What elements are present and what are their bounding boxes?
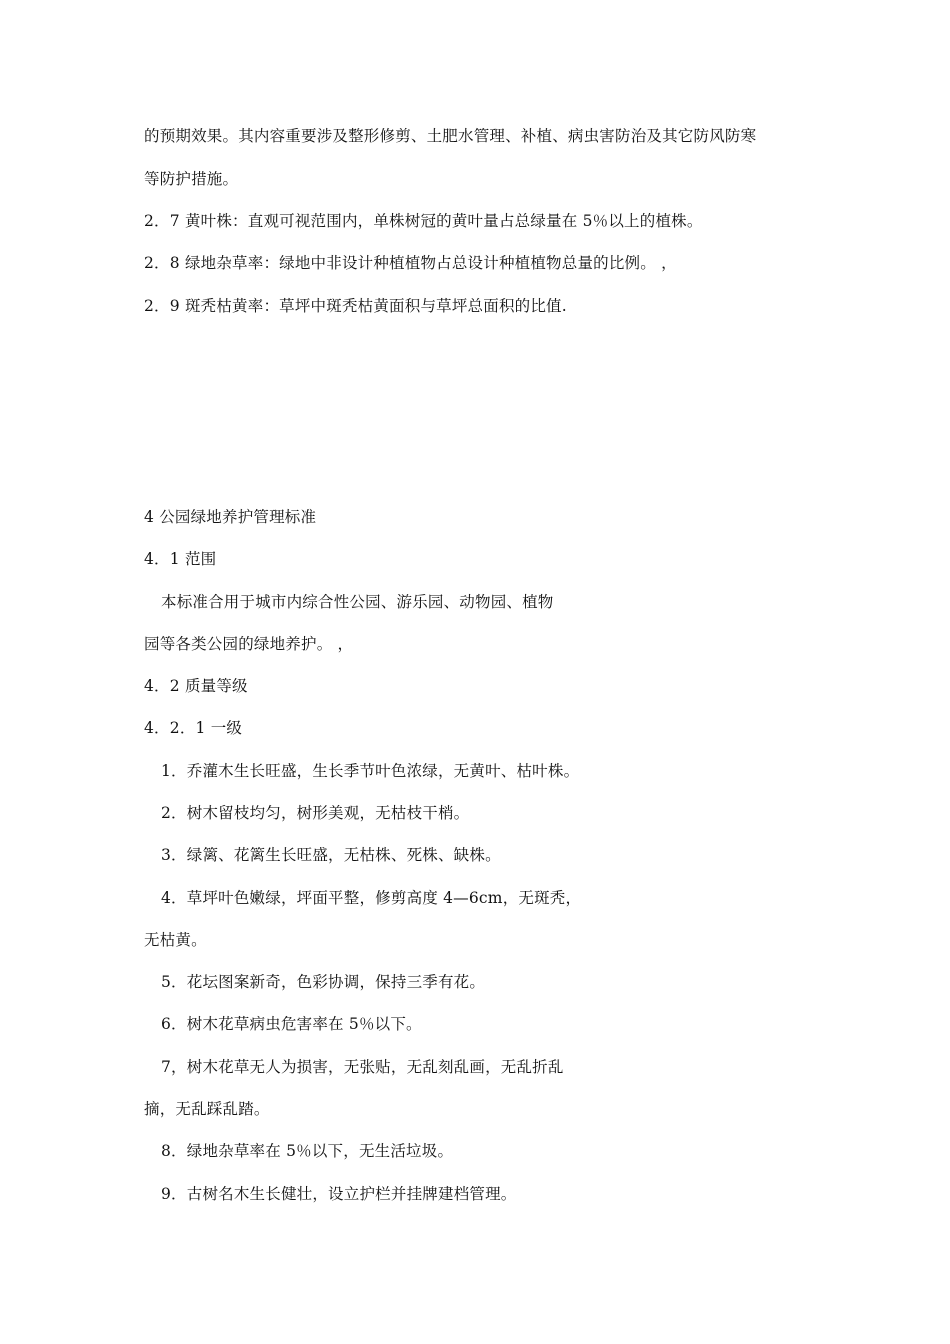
grade-item-6: 6．树木花草病虫危害率在 5％以下。 <box>161 1015 422 1033</box>
intro-line-1: 的预期效果。其内容重要涉及整形修剪、土肥水管理、补植、病虫害防治及其它防风防寒 <box>144 127 757 145</box>
definition-2-7: 2．7 黄叶株：直观可视范围内，单株树冠的黄叶量占总绿量在 5％以上的植株。 <box>144 212 703 230</box>
grade-item-2: 2．树木留枝均匀，树形美观，无枯枝干梢。 <box>161 804 470 822</box>
definition-2-9: 2．9 斑秃枯黄率：草坪中斑秃枯黄面积与草坪总面积的比值. <box>144 297 567 315</box>
section-title: 4 公园绿地养护管理标准 <box>144 508 317 526</box>
grade-item-4: 4．草坪叶色嫩绿，坪面平整，修剪高度 4—6cm，无斑秃， <box>161 889 582 907</box>
scope-heading: 4．1 范围 <box>144 550 217 568</box>
scope-text-line-2: 园等各类公园的绿地养护。 ， <box>144 635 354 653</box>
intro-line-2: 等防护措施。 <box>144 170 239 188</box>
grade-item-7-continued: 摘，无乱踩乱踏。 <box>144 1100 270 1118</box>
quality-heading: 4．2 质量等级 <box>144 677 248 695</box>
grade-item-7: 7，树木花草无人为损害，无张贴，无乱刻乱画，无乱折乱 <box>161 1058 564 1076</box>
grade-item-5: 5．花坛图案新奇，色彩协调，保持三季有花。 <box>161 973 486 991</box>
definition-2-8: 2．8 绿地杂草率：绿地中非设计种植植物占总设计种植植物总量的比例。 ， <box>144 254 677 272</box>
grade-item-4-continued: 无枯黄。 <box>144 931 207 949</box>
scope-text-line-1: 本标准合用于城市内综合性公园、游乐园、动物园、植物 <box>161 593 554 611</box>
grade-item-1: 1．乔灌木生长旺盛，生长季节叶色浓绿，无黄叶、枯叶株。 <box>161 762 580 780</box>
grade-item-9: 9．古树名木生长健壮，设立护栏并挂牌建档管理。 <box>161 1185 517 1203</box>
grade-item-3: 3．绿篱、花篱生长旺盛，无枯株、死株、缺株。 <box>161 846 501 864</box>
grade-item-8: 8．绿地杂草率在 5％以下，无生活垃圾。 <box>161 1142 454 1160</box>
grade-heading: 4．2．1 一级 <box>144 719 243 737</box>
